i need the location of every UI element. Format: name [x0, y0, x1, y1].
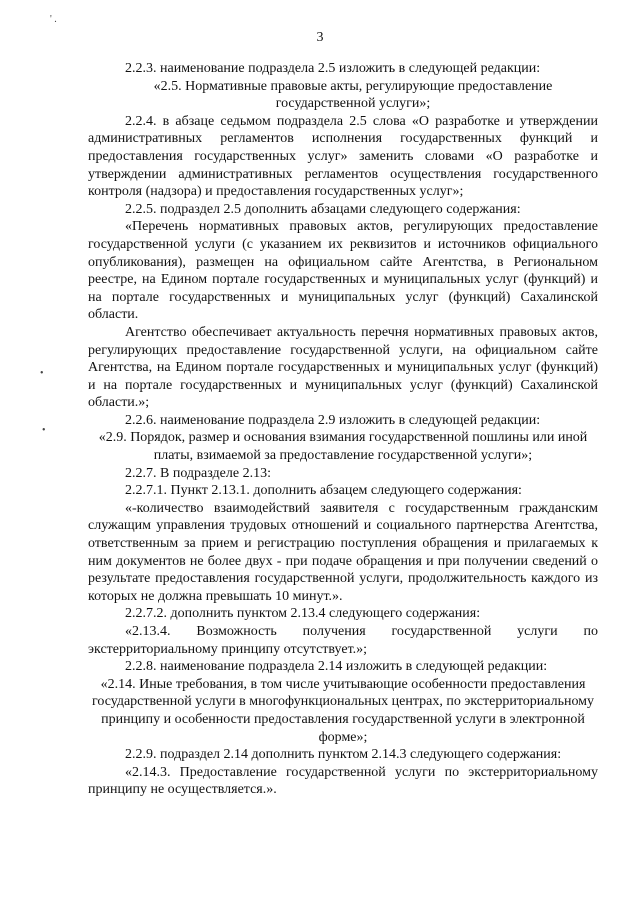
scan-speck-left-2: •	[42, 425, 46, 436]
paragraph-2-2-8: 2.2.8. наименование подраздела 2.14 изложить в следующей редакции:	[125, 659, 548, 675]
paragraph-2-2-3: 2.2.3. наименование подраздела 2.5 изложить в следующей редакции:	[125, 61, 541, 76]
paragraph-agentstvo: Агентство обеспечивает актуальность перечня нормативных правовых актов, регулирующих предоставление государственной услуги, на официальном сайте Агентства, на Едином портале государственных и муниципальных услуг (функций) и на портале государственных и муниципальных услуг (функций) Сахалинской области.»;	[88, 324, 598, 411]
paragraph-2-2-5: 2.2.5. подраздел 2.5 дополнить абзацами следующего содержания:	[125, 201, 521, 217]
paragraph-2-9-title: «2.9. Порядок, размер и основания взимания государственной пошлины или иной платы, взимаемой за предоставление государственной услуги»;	[98, 430, 588, 464]
paragraph-2-13-4: «2.13.4. Возможность получения государственной услуги по экстерриториальному принципу отсутствует.»;	[88, 624, 598, 657]
paragraph-2-2-9: 2.2.9. подраздел 2.14 дополнить пунктом 2.14.3 следующего содержания:	[125, 747, 562, 763]
scan-speck-top: ' .	[50, 14, 57, 25]
paragraph-2-14-3: «2.14.3. Предоставление государственной услуги по экстерриториальному принципу не осуществляется.».	[88, 764, 598, 798]
paragraph-2-14-title: «2.14. Иные требования, в том числе учитывающие особенности предоставления государственной услуги в многофункциональных центрах, по экстерриториальному принципу и особенности предоставления государственной услуги в электронной форме»;	[91, 676, 595, 745]
paragraph-2-2-7: 2.2.7. В подразделе 2.13:	[125, 465, 271, 481]
page-number: 3	[316, 30, 324, 45]
paragraph-2-2-7-1: 2.2.7.1. Пункт 2.13.1. дополнить абзацем следующего содержания:	[125, 483, 522, 499]
paragraph-2-5-title: «2.5. Нормативные правовые акты, регулирующие предоставление государственной услуги»;	[153, 78, 553, 112]
paragraph-kolichestvo: «-количество взаимодействий заявителя с государственным гражданским служащим управления трудовых отношений и социального партнерства Агентства, ответственным за прием и регистрацию поступления обращения и прилагаемых к ним документов не более двух - при подаче обращения и при получении сведений о результате предоставления государственной услуги, продолжительность каждого из которых не должна превышать 10 минут.».	[88, 500, 598, 604]
document-body	[88, 60, 598, 799]
paragraph-2-2-7-2: 2.2.7.2. дополнить пунктом 2.13.4 следующего содержания:	[125, 606, 481, 622]
paragraph-2-2-6: 2.2.6. наименование подраздела 2.9 изложить в следующей редакции:	[125, 412, 541, 428]
scan-speck-left-1: •	[40, 368, 44, 379]
paragraph-2-2-4: 2.2.4. в абзаце седьмом подраздела 2.5 слова «О разработке и утверждении административных регламентов исполнения государственных функций и предоставления государственных услуг» заменить словами «О разработке и утверждении административных регламентов осуществления государственного контроля (надзора) и предоставления государственных услуг»;	[88, 113, 598, 200]
paragraph-perechen: «Перечень нормативных правовых актов, регулирующих предоставление государственной услуги (с указанием их реквизитов и источников официального опубликования), размещен на официальном сайте Агентства, в Региональном реестре, на Едином портале государственных и муниципальных услуг (функций) и на портале государственных и муниципальных услуг (функций) Сахалинской области.	[88, 219, 598, 323]
